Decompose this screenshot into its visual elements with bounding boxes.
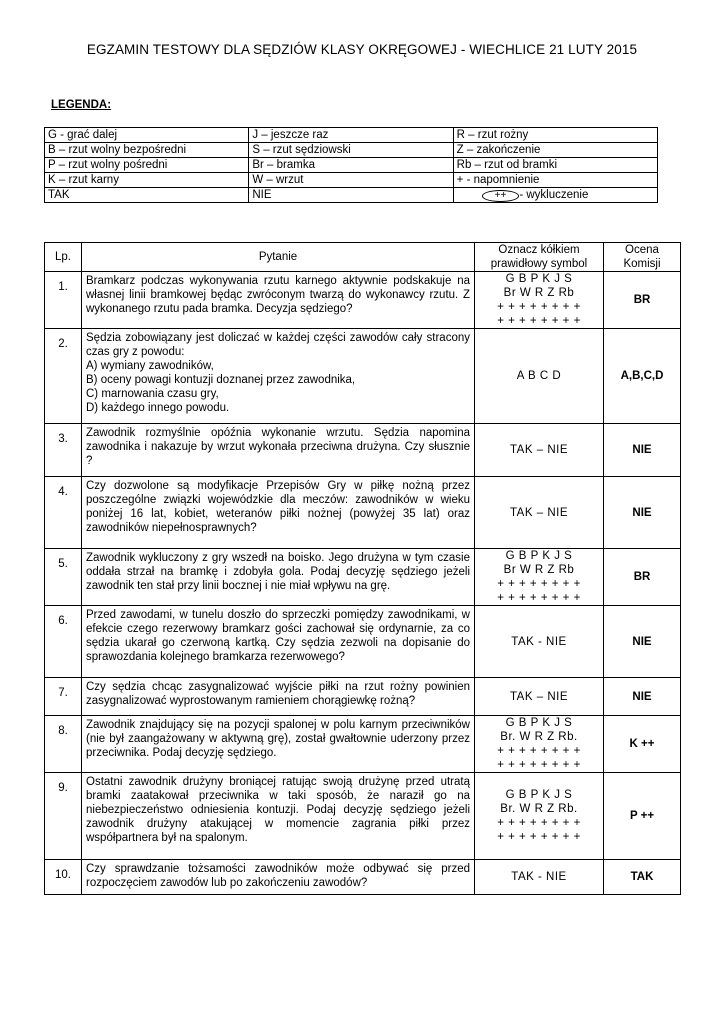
symbol-line: + + + + + + + + <box>497 759 581 771</box>
question-text-line: Zawodnik rozmyślnie opóźnia wykonanie wrzutu. Sędzia napomina zawodnika i nakazuje by wrzut wykonała przeciwna drużyna. Czy słusznie ? <box>86 427 470 467</box>
header-grade <box>604 243 681 272</box>
symbol-line: Br W R Z Rb <box>503 564 575 576</box>
question-text-line: Czy sprawdzanie tożsamości zawodników może odbywać się przed rozpoczęciem zawodów lub po zakończeniu zawodów? <box>86 863 470 889</box>
symbol-line: + + + + + + + + <box>497 817 581 829</box>
symbol-line: + + + + + + + + <box>497 315 581 327</box>
answer-symbols <box>475 549 604 606</box>
symbol-line: G B P K J S <box>505 273 573 285</box>
symbol-line: TAK – NIE <box>510 690 568 703</box>
question-row <box>45 678 681 716</box>
legend-cell: Rb – rzut od bramki <box>453 158 657 173</box>
legend-row <box>45 173 658 188</box>
question-row <box>45 424 681 477</box>
symbol-line: A B C D <box>516 370 562 382</box>
question-row <box>45 549 681 606</box>
legend-cell: J – jeszcze raz <box>249 128 453 143</box>
header-question: Pytanie <box>82 243 475 272</box>
header-symbol <box>475 243 604 272</box>
symbol-line: + + + + + + + + <box>497 745 581 757</box>
question-number: 9. <box>45 773 82 860</box>
answer-symbols <box>475 860 604 895</box>
legend-table <box>44 127 658 203</box>
symbol-line: TAK – NIE <box>510 506 568 519</box>
commission-answer: TAK <box>604 860 681 895</box>
question-row <box>45 477 681 549</box>
question-text <box>82 773 475 860</box>
question-text <box>82 272 475 329</box>
question-text-line: Ostatni zawodnik drużyny broniącej ratując swoją drużynę przed utratą bramki zaatakował przeciwnika w taki sposób, że naraził go na niebezpieczeństwo odniesienia kontuzji. Podaj decyzję sędziego jeżeli zawodnik drużyny atakującej w momencie zagrania piłki przez współpartnera był na spalonym. <box>86 776 470 844</box>
symbol-line: TAK - NIE <box>511 871 567 883</box>
symbol-line: TAK - NIE <box>511 635 567 648</box>
legend-cell: W – wrzut <box>249 173 453 188</box>
question-number: 5. <box>45 549 82 606</box>
legend-text: - wykluczenie <box>519 189 589 201</box>
page-title: EGZAMIN TESTOWY DLA SĘDZIÓW KLASY OKRĘGOWEJ - WIECHLICE 21 LUTY 2015 <box>86 42 638 57</box>
legend-row <box>45 188 658 203</box>
legend-cell <box>453 188 657 203</box>
question-row <box>45 860 681 895</box>
answer-symbols <box>475 606 604 678</box>
legend-cell: P – rzut wolny pośredni <box>45 158 249 173</box>
legend-row <box>45 128 658 143</box>
question-text <box>82 477 475 549</box>
question-text <box>82 860 475 895</box>
question-row <box>45 329 681 424</box>
symbol-line: + + + + + + + + <box>497 592 581 604</box>
table-header-row <box>45 243 681 272</box>
commission-answer: NIE <box>604 424 681 477</box>
symbol-line: Br. W R Z Rb. <box>500 731 578 743</box>
question-text-line: Sędzia zobowiązany jest doliczać w każdej części zawodów cały stracony czas gry z powodu: <box>86 332 470 358</box>
question-text-line: Czy sędzia chcąc zasygnalizować wyjście piłki na rzut rożny powinien zasygnalizować wyprostowanym ramieniem chorągiewkę rożną? <box>86 681 470 707</box>
question-text-line: A) wymiany zawodników, <box>86 360 214 372</box>
question-text-line: B) oceny powagi kontuzji doznanej przez zawodnika, <box>86 374 356 386</box>
symbol-line: Br. W R Z Rb. <box>500 803 578 815</box>
answer-symbols <box>475 477 604 549</box>
question-text <box>82 329 475 424</box>
question-text-line: D) każdego innego powodu. <box>86 402 230 414</box>
header-lp: Lp. <box>45 243 82 272</box>
commission-answer: NIE <box>604 477 681 549</box>
header-grade-line2: Komisji <box>623 258 661 270</box>
symbol-line: G B P K J S <box>505 717 573 729</box>
commission-answer: BR <box>604 549 681 606</box>
answer-symbols <box>475 424 604 477</box>
answer-symbols <box>475 716 604 773</box>
question-text <box>82 716 475 773</box>
legend-cell: S – rzut sędziowski <box>249 143 453 158</box>
commission-answer: BR <box>604 272 681 329</box>
header-symbol-line1: Oznacz kółkiem <box>498 244 580 256</box>
legend-cell: R – rzut rożny <box>453 128 657 143</box>
answer-symbols <box>475 272 604 329</box>
legend-cell: B – rzut wolny bezpośredni <box>45 143 249 158</box>
question-text-line: C) marnowania czasu gry, <box>86 388 219 400</box>
question-row <box>45 606 681 678</box>
question-row <box>45 716 681 773</box>
legend-cell: Z – zakończenie <box>453 143 657 158</box>
symbol-line: G B P K J S <box>505 550 573 562</box>
question-text-line: Zawodnik znajdujący się na pozycji spalonej w polu karnym przeciwników (nie był zaangażowany w aktywną grę), został gwałtownie uderzony przez przeciwnika. Podaj decyzję sędziego. <box>86 719 470 759</box>
question-text-line: Przed zawodami, w tunelu doszło do sprzeczki pomiędzy zawodnikami, w efekcie czego rezerwowy bramkarz gości zachował się ordynarnie, za co sędzia ukarał go czerwoną kartką. Czy sędzia zezwoli na dopisanie do sprawozdania kolejnego bramkarza rezerwowego? <box>86 609 470 663</box>
question-row <box>45 272 681 329</box>
question-number: 2. <box>45 329 82 424</box>
legend-cell: TAK <box>45 188 249 203</box>
symbol-line: TAK – NIE <box>510 444 568 456</box>
symbol-line: Br W R Z Rb <box>503 287 575 299</box>
commission-answer: NIE <box>604 606 681 678</box>
question-text <box>82 678 475 716</box>
legend-row <box>45 143 658 158</box>
commission-answer: A,B,C,D <box>604 329 681 424</box>
questions-table <box>44 242 681 895</box>
question-text-line: Bramkarz podczas wykonywania rzutu karnego aktywnie podskakuje na własnej linii bramkowej będąc zwróconym twarzą do wykonawcy rzutu. Z wykonanego rzutu pada bramka. Decyzja sędziego? <box>86 275 470 315</box>
question-number: 4. <box>45 477 82 549</box>
question-text <box>82 606 475 678</box>
legend-cell: K – rzut karny <box>45 173 249 188</box>
question-number: 7. <box>45 678 82 716</box>
symbol-line: + + + + + + + + <box>497 301 581 313</box>
question-number: 3. <box>45 424 82 477</box>
question-number: 6. <box>45 606 82 678</box>
symbol-line: G B P K J S <box>505 789 573 801</box>
legend-cell: Br – bramka <box>249 158 453 173</box>
question-text <box>82 549 475 606</box>
legend-row <box>45 158 658 173</box>
legend-heading: LEGENDA: <box>51 99 112 111</box>
commission-answer: K ++ <box>604 716 681 773</box>
answer-symbols <box>475 678 604 716</box>
header-grade-line1: Ocena <box>625 244 659 256</box>
question-text <box>82 424 475 477</box>
answer-symbols <box>475 329 604 424</box>
question-number: 10. <box>45 860 82 895</box>
commission-answer: P ++ <box>604 773 681 860</box>
question-number: 8. <box>45 716 82 773</box>
question-text-line: Czy dozwolone są modyfikacje Przepisów Gry w piłkę nożną przez poszczególne związki wojewódzkie dla meczów: zawodników w wieku poniżej 16 lat, kobiet, weteranów piłki nożnej (powyżej 35 lat) oraz zawodników niepełnosprawnych? <box>86 480 470 534</box>
answer-symbols <box>475 773 604 860</box>
symbol-line: + + + + + + + + <box>497 578 581 590</box>
header-symbol-line2: prawidłowy symbol <box>490 258 588 270</box>
legend-cell: + - napomnienie <box>453 173 657 188</box>
question-number: 1. <box>45 272 82 329</box>
circled-symbol: ++ <box>482 190 520 202</box>
commission-answer: NIE <box>604 678 681 716</box>
legend-cell: NIE <box>249 188 453 203</box>
legend-cell: G - grać dalej <box>45 128 249 143</box>
symbol-line: + + + + + + + + <box>497 831 581 843</box>
question-row <box>45 773 681 860</box>
question-text-line: Zawodnik wykluczony z gry wszedł na boisko. Jego drużyna w tym czasie oddała strzał na bramkę i zdobyła gola. Podaj decyzję sędziego jeżeli zawodnik ten stał przy linii bocznej i nie miał wpływu na grę. <box>86 552 470 592</box>
